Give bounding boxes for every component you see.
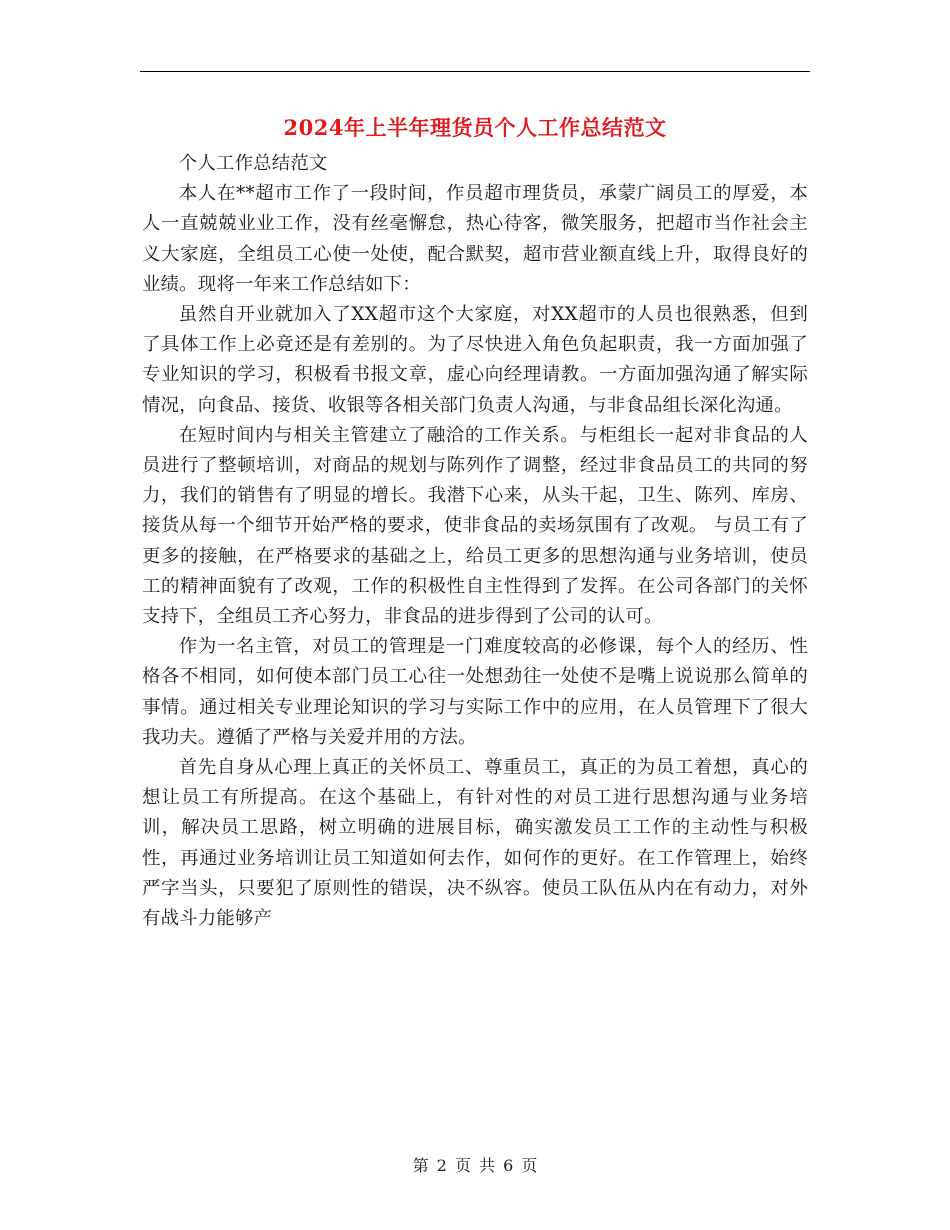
paragraph-care: 首先自身从心理上真正的关怀员工、尊重员工，真正的为员工着想，真心的想让员工有所提高。在这个基础上，有针对性的对员工进行思想沟通与业务培训，解决员工思路，树立明确的进展目标，确实激发员工工作的主动性与积极性，再通过业务培训让员工知道如何去作，如何作的更好。在工作管理上，始终严字当头，只要犯了原则性的错误，决不纵容。使员工队伍从内在有动力，对外有战斗力能够产 xyxy=(142,757,808,930)
paragraph-joining: 虽然自开业就加入了XX超市这个大家庭，对XX超市的人员也很熟悉，但到了具体工作上必竟还是有差别的。为了尽快进入角色负起职责，我一方面加强了专业知识的学习，积极看书报文章，虚心向经理请教。一方面加强沟通了解实际情况，向食品、接货、收银等各相关部门负责人沟通，与非食品组长深化沟通。 xyxy=(142,304,808,416)
document-title: 2024年上半年理货员个人工作总结范文 xyxy=(283,115,667,140)
header-rule xyxy=(140,71,810,72)
paragraph-relations: 在短时间内与相关主管建立了融洽的工作关系。与柜组长一起对非食品的人员进行了整顿培训，对商品的规划与陈列作了调整，经过非食品员工的共同的努力，我们的销售有了明显的增长。我潜下心来，从头干起，卫生、陈列、库房、接货从每一个细节开始严格的要求，使非食品的卖场氛围有了改观。 与员工有了更多的接触，在严格要求的基础之上，给员工更多的思想沟通与业务培训，使员工的精神面貌有了改观，工作的积极性自主性得到了发挥。在公司各部门的关怀支持下，全组员工齐心努力，非食品的进步得到了公司的认可。 xyxy=(142,424,808,628)
page-number-footer: 第 2 页 共 6 页 xyxy=(412,1156,538,1175)
document-body xyxy=(142,149,808,934)
paragraph-intro: 本人在**超市工作了一段时间，作员超市理货员，承蒙广阔员工的厚爱，本人一直兢兢业业工作，没有丝毫懈怠，热心待客，微笑服务，把超市当作社会主义大家庭，全组员工心使一处使，配合默契，超市营业额直线上升，取得良好的业绩。现将一年来工作总结如下： xyxy=(142,183,808,295)
paragraph-subtitle: 个人工作总结范文 xyxy=(178,153,328,174)
paragraph-management: 作为一名主管，对员工的管理是一门难度较高的必修课，每个人的经历、性格各不相同，如何使本部门员工心往一处想劲往一处使不是嘴上说说那么简单的事情。通过相关专业理论知识的学习与实际工作中的应用，在人员管理下了很大我功夫。遵循了严格与关爱并用的方法。 xyxy=(142,636,808,748)
